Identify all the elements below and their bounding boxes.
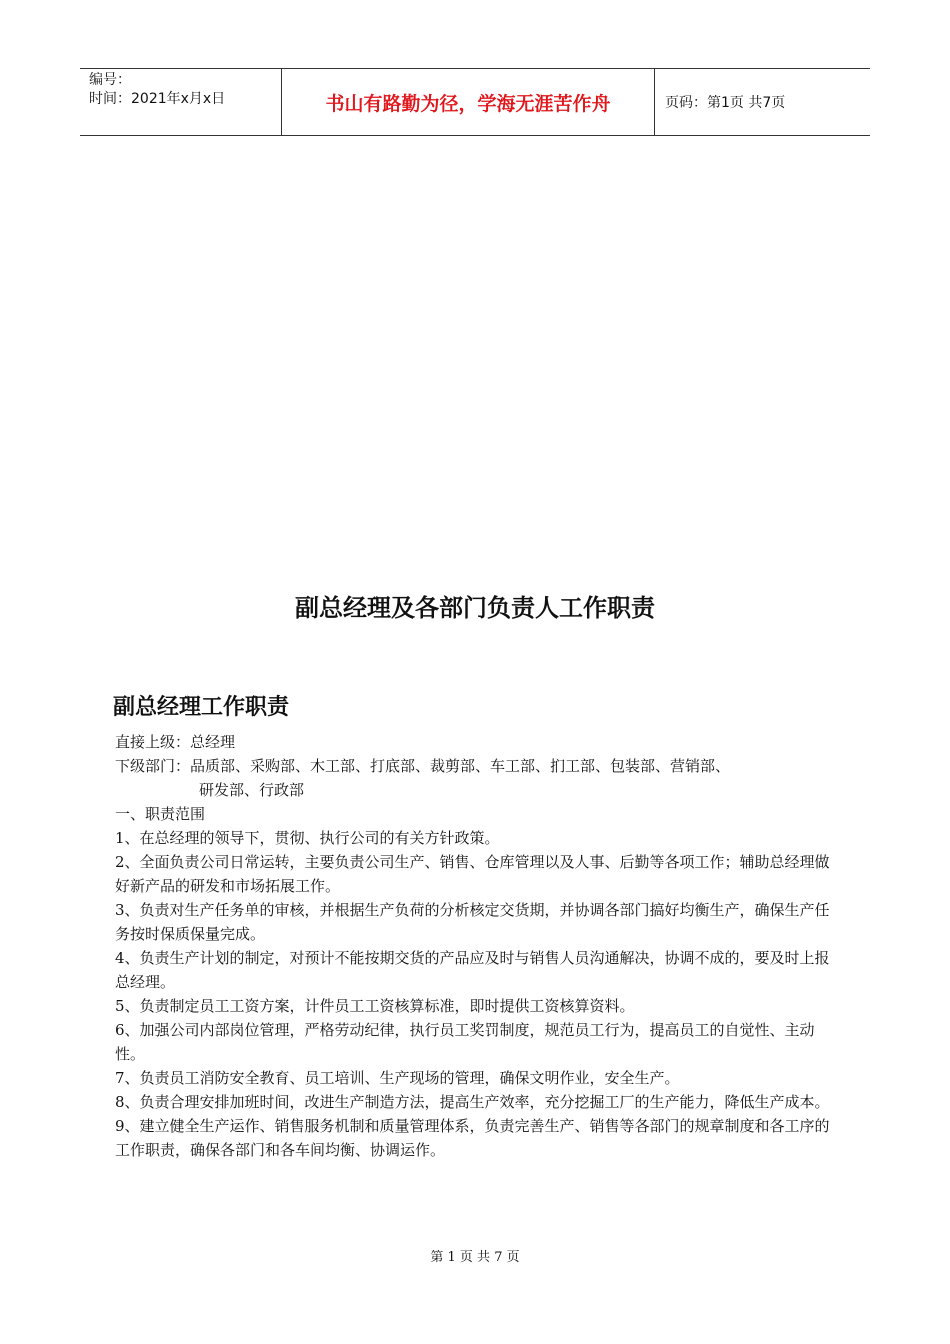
document-title: 副总经理及各部门负责人工作职责 (295, 594, 655, 622)
body-line: 2、全面负责公司日常运转，主要负责公司生产、销售、仓库管理以及人事、后勤等各项工作；辅助总经理做好新产品的研发和市场拓展工作。 (115, 853, 830, 895)
document-body (115, 730, 840, 1162)
body-line: 研发部、行政部 (199, 781, 305, 799)
body-line: 4、负责生产计划的制定，对预计不能按期交货的产品应及时与销售人员沟通解决，协调不成的，要及时上报总经理。 (115, 949, 830, 991)
body-line: 8、负责合理安排加班时间，改进生产制造方法，提高生产效率，充分挖掘工厂的生产能力，降低生产成本。 (115, 1093, 830, 1111)
section-heading: 副总经理工作职责 (113, 695, 290, 720)
body-line: 9、建立健全生产运作、销售服务机制和质量管理体系，负责完善生产、销售等各部门的规章制度和各工序的工作职责，确保各部门和各车间均衡、协调运作。 (115, 1117, 830, 1159)
body-line: 1、在总经理的领导下，贯彻、执行公司的有关方针政策。 (115, 829, 500, 847)
page-header (80, 68, 870, 136)
date-label: 时间：2021年x月x日 (89, 91, 226, 107)
body-line: 5、负责制定员工工资方案，计件员工工资核算标准，即时提供工资核算资料。 (115, 997, 635, 1015)
body-line: 7、负责员工消防安全教育、员工培训、生产现场的管理，确保文明作业，安全生产。 (115, 1069, 680, 1087)
page-footer: 第 1 页 共 7 页 (430, 1250, 520, 1265)
header-motto: 书山有路勤为径，学海无涯苦作舟 (282, 69, 655, 135)
body-line: 直接上级：总经理 (115, 733, 236, 751)
body-line: 下级部门：品质部、采购部、木工部、打底部、裁剪部、车工部、扪工部、包装部、营销部、 (115, 757, 731, 775)
header-meta (80, 69, 282, 135)
body-line: 3、负责对生产任务单的审核，并根据生产负荷的分析核定交货期，并协调各部门搞好均衡生产，确保生产任务按时保质保量完成。 (115, 901, 830, 943)
body-line: 一、职责范围 (115, 805, 206, 823)
number-label: 编号： (89, 72, 131, 88)
header-page-code: 页码：第1页 共7页 (665, 95, 786, 111)
body-line: 6、加强公司内部岗位管理，严格劳动纪律，执行员工奖罚制度，规范员工行为，提高员工的自觉性、主动性。 (115, 1021, 815, 1063)
